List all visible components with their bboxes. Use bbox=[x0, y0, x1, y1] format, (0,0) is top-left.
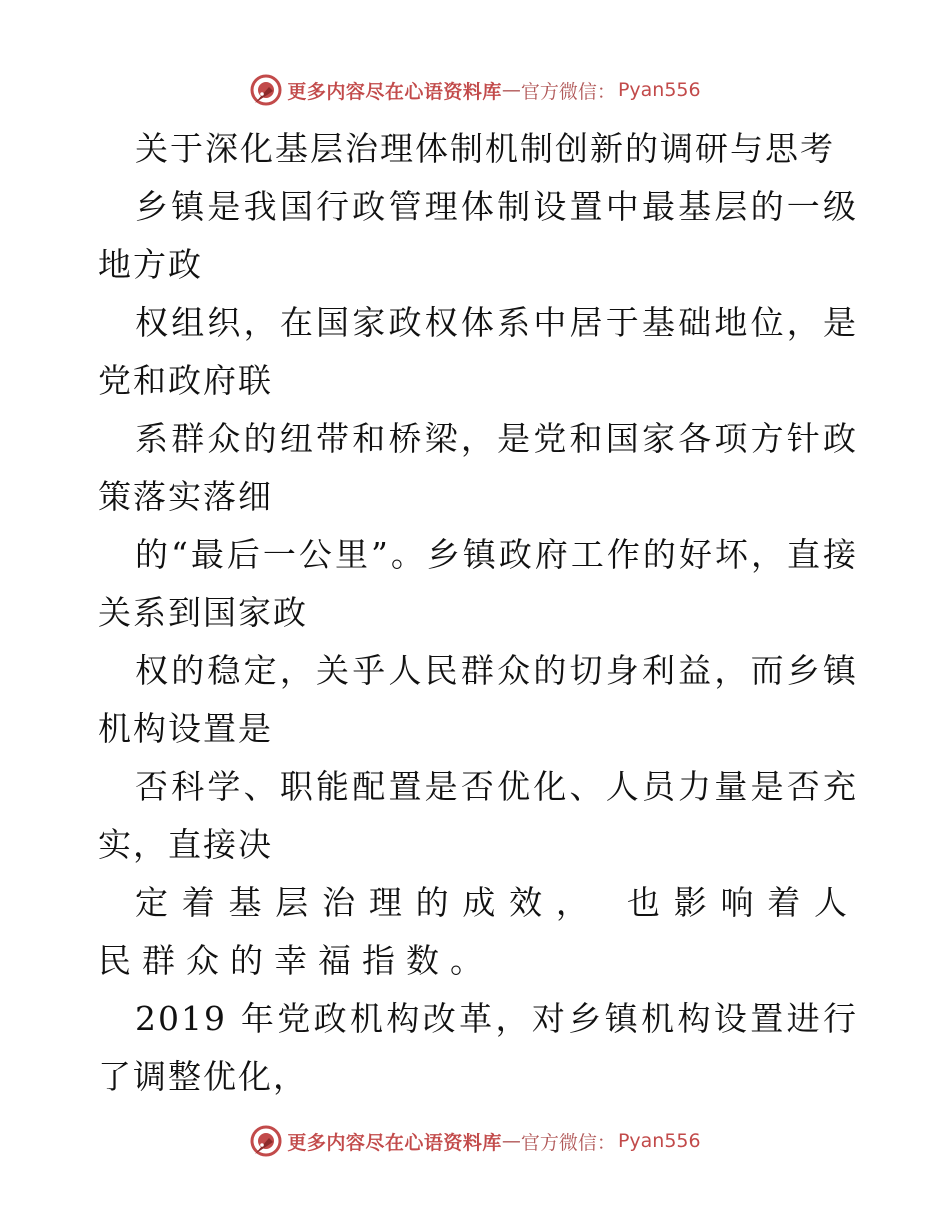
header-watermark-banner bbox=[0, 70, 950, 110]
paragraph-3: 系群众的纽带和桥梁，是党和国家各项方针政策落实落细 bbox=[98, 419, 858, 516]
pen-nib-logo-icon bbox=[249, 1124, 283, 1158]
banner-dash: — bbox=[501, 1130, 521, 1152]
banner-sub-text: 官方微信： bbox=[520, 1131, 616, 1154]
banner-sub-text: 官方微信： bbox=[520, 80, 616, 103]
paragraph-8: 2019 年党政机构改革，对乡镇机构设置进行了调整优化， bbox=[98, 999, 858, 1096]
paragraph-6: 否科学、职能配置是否优化、人员力量是否充实，直接决 bbox=[98, 767, 858, 864]
banner-dash: — bbox=[501, 79, 521, 101]
footer-watermark-banner bbox=[0, 1121, 950, 1161]
paragraph-1: 乡镇是我国行政管理体制设置中最基层的一级地方政 bbox=[98, 187, 858, 284]
pen-nib-logo-icon bbox=[249, 73, 283, 107]
paragraph-7: 定着基层治理的成效， 也影响着人民群众的幸福指数。 bbox=[98, 883, 858, 980]
paragraph-5: 权的稳定，关乎人民群众的切身利益，而乡镇机构设置是 bbox=[98, 651, 858, 748]
banner-main-text: 更多内容尽在心语资料库 bbox=[287, 1131, 502, 1154]
banner-wechat-id: Pyan556 bbox=[617, 79, 701, 101]
banner-wechat-id: Pyan556 bbox=[617, 1130, 701, 1152]
paragraph-2: 权组织，在国家政权体系中居于基础地位，是党和政府联 bbox=[98, 303, 858, 400]
document-body bbox=[98, 120, 858, 1106]
paragraph-4: 的“最后一公里”。乡镇政府工作的好坏，直接关系到国家政 bbox=[98, 535, 858, 632]
document-title: 关于深化基层治理体制机制创新的调研与思考 bbox=[135, 129, 835, 168]
banner-main-text: 更多内容尽在心语资料库 bbox=[287, 80, 502, 103]
